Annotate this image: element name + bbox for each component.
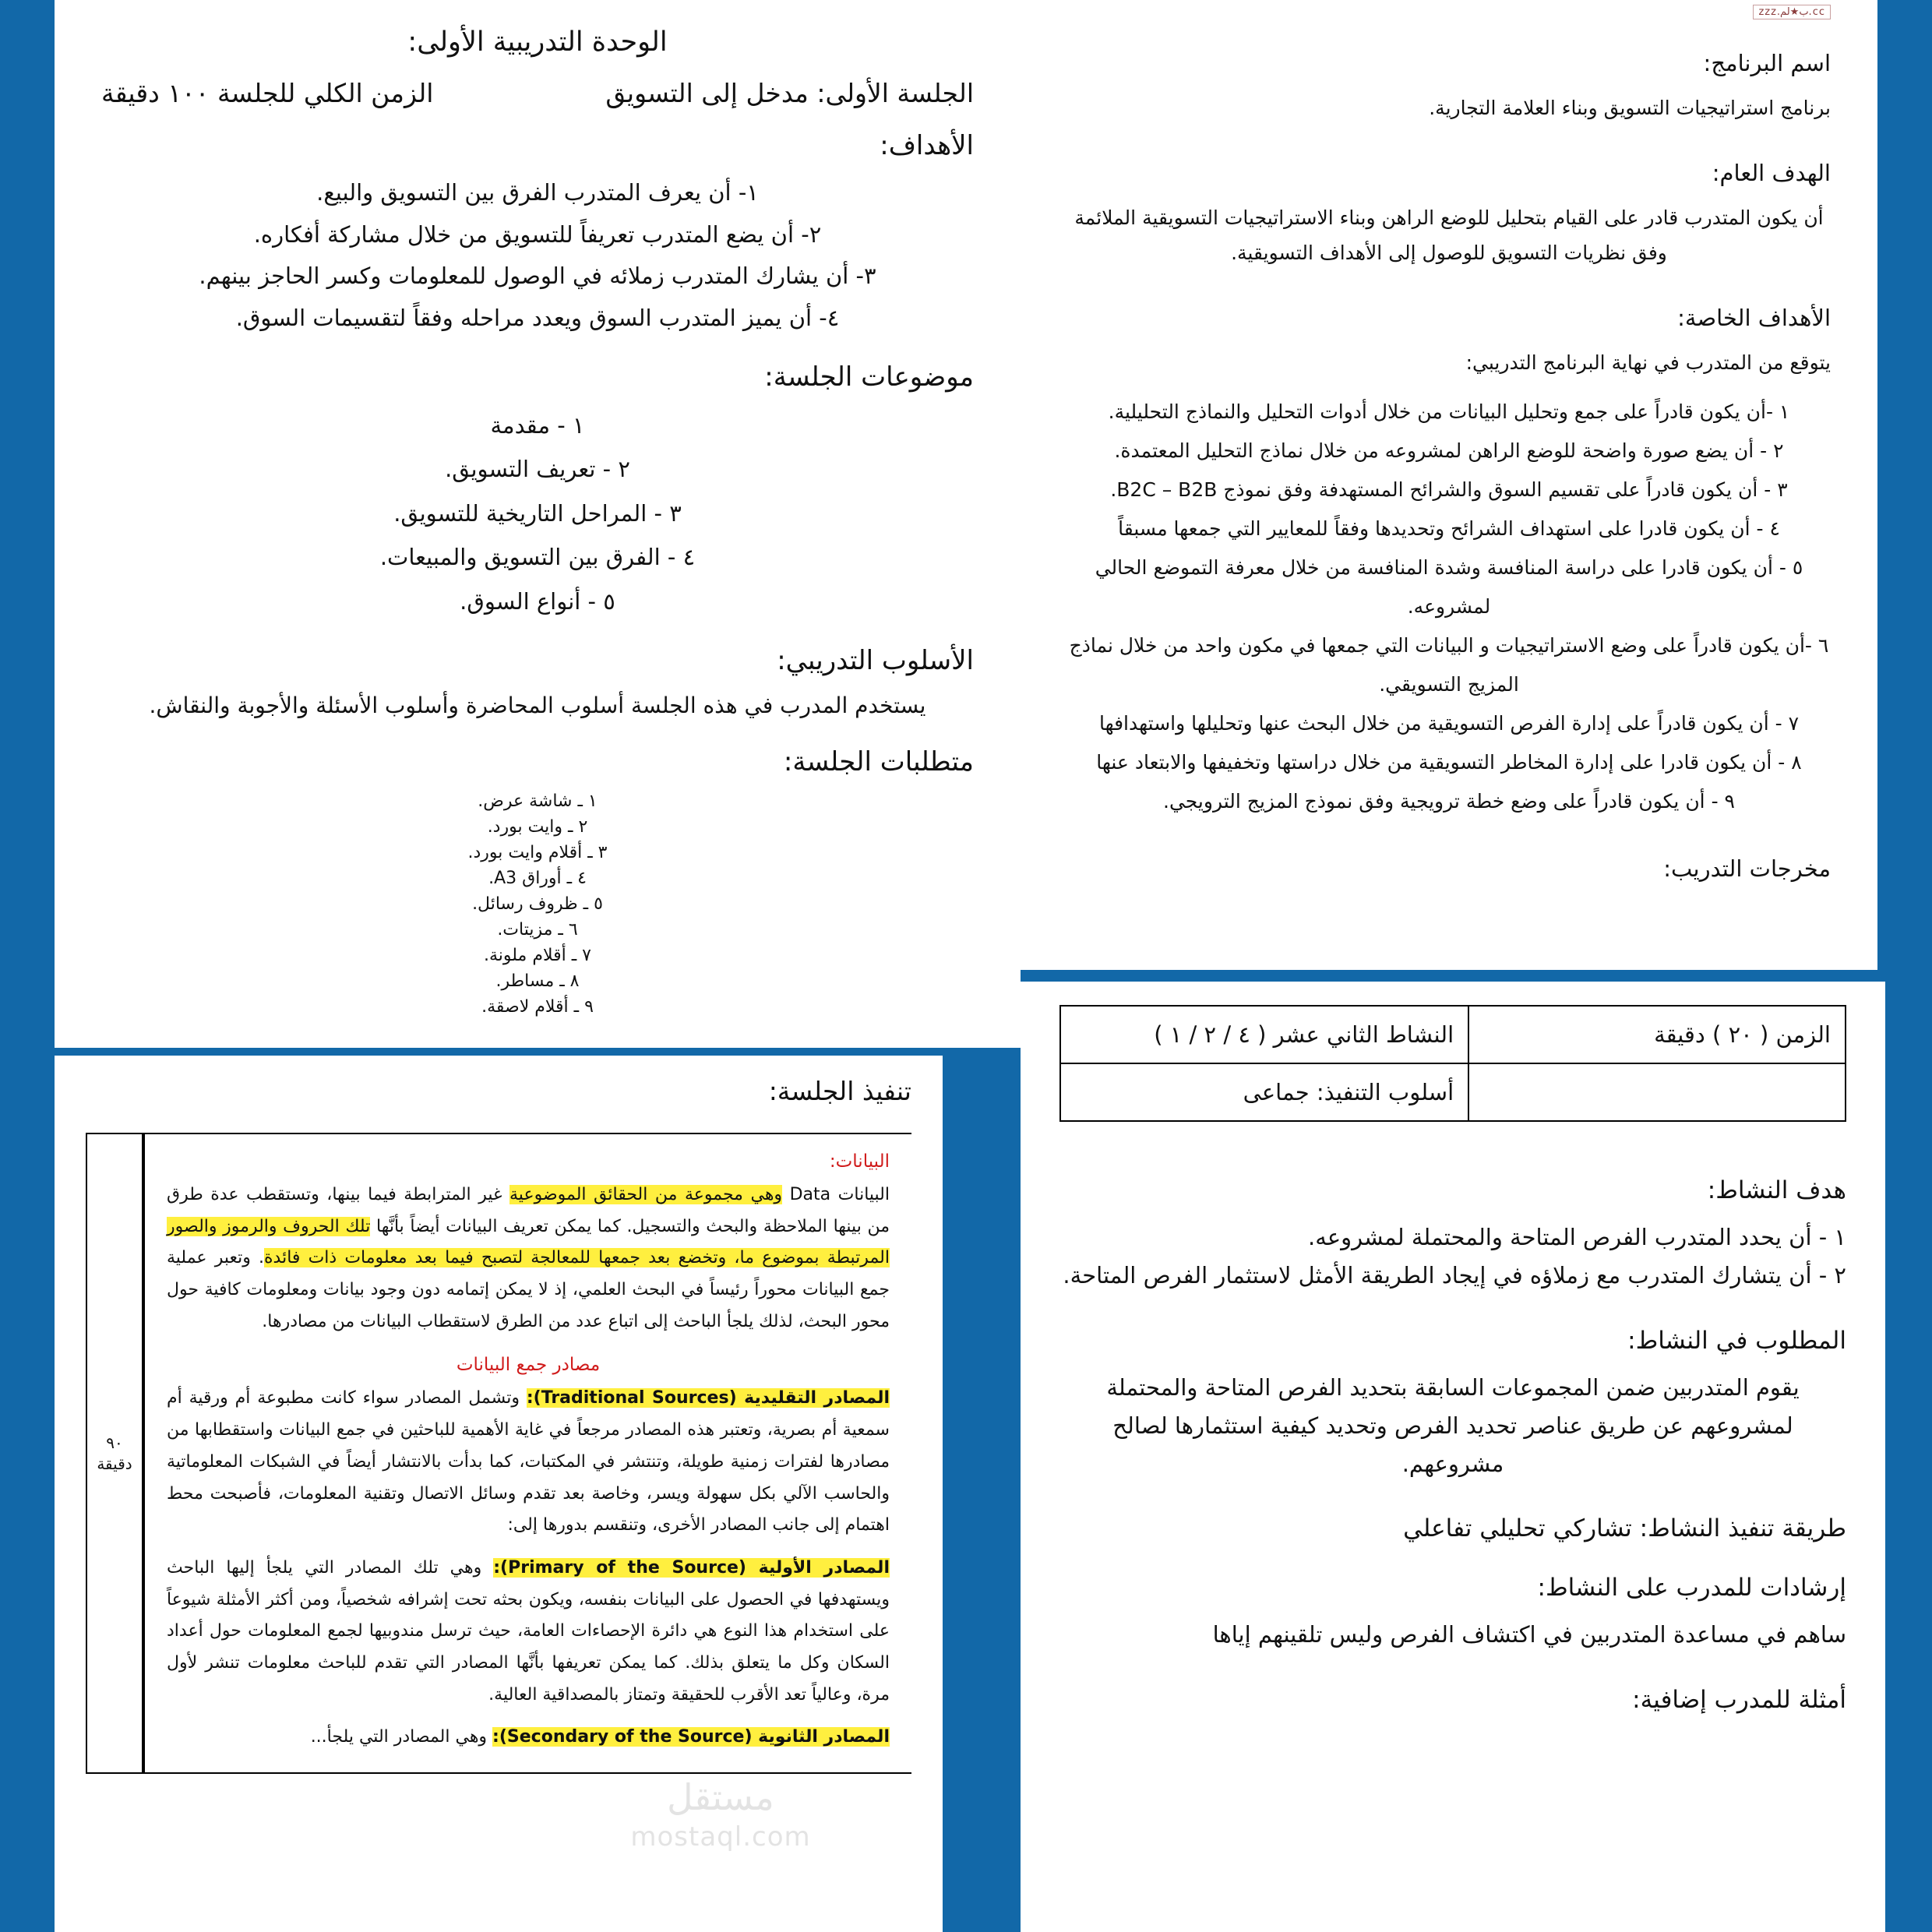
- trainer-guide-heading: إرشادات للمدرب على النشاط:: [1537, 1574, 1846, 1602]
- topics-list: [101, 404, 974, 624]
- objectives-heading: الأهداف:: [880, 130, 974, 161]
- data-par-a: البيانات Data: [782, 1185, 890, 1204]
- list-item: ٢- أن يضع المتدرب تعريفاً للتسويق من خلال مشاركة أفكاره.: [253, 220, 822, 248]
- primary-sources-text: وهي تلك المصادر التي يلجأ إليها الباحث ويستهدفها في الحصول على البيانات بنفسه، ويكون بحثه تحت إشرافه شخصياً، ومن أكثر الأمثلة شيوعاً على استخدام هذا النوع هي دائرة الإحصاءات العامة، حيث ترسل مندوبيها لجمع المعلومات حول أعداد السكان وكل ما يتعلق بذلك. كما يمكن تعريفها بأنَّها المصادر التي تقدم للباحث معلومات تنشر لأول مرة، وعالياً تعد الأقرب للحقيقة وتمتاز بالمصداقية العالية.: [167, 1557, 890, 1705]
- list-item: ١- أن يعرف المتدرب الفرق بين التسويق والبيع.: [316, 179, 759, 206]
- program-name-heading: اسم البرنامج:: [1703, 50, 1831, 76]
- list-item: ٣ ـ أقلام وايت بورد.: [467, 842, 608, 862]
- session-heading: تنفيذ الجلسة:: [768, 1076, 911, 1106]
- primary-sources-paragraph: [167, 1553, 890, 1711]
- unit-title: الوحدة التدريبية الأولى:: [407, 26, 668, 58]
- data-paragraph: [167, 1179, 890, 1338]
- special-goals-list: [1067, 393, 1831, 821]
- stamp-mark: cc.ب★لم.zzz: [1753, 5, 1831, 19]
- list-item: ٤ - أن يكون قادرا على استهداف الشرائح وتحديدها وفقاً للمعايير التي جمعها مسبقاً: [1118, 517, 1780, 540]
- secondary-sources-paragraph: [167, 1722, 890, 1754]
- activity-execution-label: طريقة تنفيذ النشاط:: [1639, 1514, 1846, 1543]
- extra-examples-heading: أمثلة للمدرب إضافية:: [1632, 1685, 1846, 1714]
- topics-heading: موضوعات الجلسة:: [764, 361, 974, 393]
- special-goals-heading: الأهداف الخاصة:: [1677, 305, 1831, 331]
- activity-required-heading: المطلوب في النشاط:: [1627, 1326, 1846, 1355]
- activity-method-cell: أسلوب التنفيذ: جماعى: [1060, 1063, 1468, 1121]
- traditional-sources-text: وتشمل المصادر سواء كانت مطبوعة أم ورقية أم سمعية أم بصرية، وتعتبر هذه المصادر مرجعاً في غاية الأهمية للباحثين في جمع البيانات واستقطابها من مصادرها لفترات زمنية طويلة، وتنتشر في المكتبات، كما بدأت بالانتشار أيضاً في الشبكات المعلوماتية والحاسب الآلي بكل سهولة ويسر، وخاصة بعد تقدم وسائل الاتصال وتقنية المعلومات، فأصبحت محط اهتمام إلى جانب المصادر الأخرى، وتنقسم بدورها إلى:: [167, 1388, 890, 1535]
- data-par-c: . وتعبر عملية جمع البيانات محوراً رئيساً في البحث العلمي، إذ لا يمكن إتمامه دون وجود بيانات ومعلومات كافية حول محور البحث، لذلك يلجأ الباحث إلى اتباع عدد من الطرق لاستقطاب البيانات من مصادرها.: [167, 1248, 890, 1331]
- general-goal-text: أن يكون المتدرب قادر على القيام بتحليل للوضع الراهن وبناء الاستراتيجيات التسويقية الملائمة وفق نظريات التسويق للوصول إلى الأهداف التسويقية.: [1074, 206, 1824, 264]
- method-text: يستخدم المدرب في هذه الجلسة أسلوب المحاضرة وأسلوب الأسئلة والأجوبة والنقاش.: [149, 693, 926, 719]
- session-frame: [86, 1133, 911, 1774]
- list-item: ٣ - أن يكون قادراً على تقسيم السوق والشرائح المستهدفة وفق نموذج B2C – B2B.: [1110, 478, 1788, 501]
- general-goal-heading: الهدف العام:: [1712, 160, 1831, 186]
- special-goals-intro: يتوقع من المتدرب في نهاية البرنامج التدريبي:: [1465, 351, 1831, 374]
- table-row: [1060, 1006, 1846, 1063]
- list-item: ٨ ـ مساطر.: [495, 971, 580, 991]
- session-content: [143, 1133, 911, 1774]
- list-item: ٦ ـ مزيتات.: [497, 919, 578, 940]
- requirements-heading: متطلبات الجلسة:: [783, 746, 974, 777]
- data-label: البيانات:: [829, 1151, 890, 1172]
- activity-execution-row: [1059, 1514, 1846, 1542]
- activity-title-cell: النشاط الثاني عشر ( ٤ / ٢ / ١ ): [1060, 1006, 1468, 1063]
- list-item: ٣ - المراحل التاريخية للتسويق.: [393, 499, 682, 527]
- data-par-b: غير المترابطة فيما بينها، وتستقطب عدة طرق من بينها الملاحظة والبحث والتسجيل. كما يمكن تعريف البيانات أيضاً بأنَّها: [167, 1185, 890, 1236]
- objectives-list: [101, 172, 974, 340]
- activity-empty-cell: [1468, 1063, 1846, 1121]
- list-item: ١ - مقدمة: [490, 411, 585, 439]
- list-item: ٩ - أن يكون قادراً على وضع خطة ترويجية وفق نموذج المزيج الترويجي.: [1163, 790, 1735, 813]
- program-page: [1021, 0, 1877, 970]
- unit-page: [55, 0, 1021, 1048]
- method-heading: الأسلوب التدريبي:: [777, 645, 974, 677]
- list-item: ٢ - تعريف التسويق.: [445, 456, 630, 483]
- traditional-sources-paragraph: [167, 1383, 890, 1541]
- program-name-text: برنامج استراتيجيات التسويق وبناء العلامة التجارية.: [1429, 97, 1831, 119]
- list-item: ١ -أن يكون قادراً على جمع وتحليل البيانات من خلال أدوات التحليل والنماذج التحليلية.: [1108, 400, 1790, 423]
- activity-execution-value: تشاركي تحليلي تفاعلي: [1403, 1514, 1632, 1543]
- list-item: ٧ ـ أقلام ملونة.: [484, 945, 591, 965]
- watermark-arabic: مستقل: [667, 1776, 774, 1818]
- outcomes-heading: مخرجات التدريب:: [1663, 855, 1831, 882]
- trainer-guide-text: ساهم في مساعدة المتدربين في اكتشاف الفرص وليس تلقينهم إياها: [1212, 1621, 1846, 1648]
- list-item: ٢ - أن يتشارك المتدرب مع زملاؤه في إيجاد الطريقة الأمثل لاستثمار الفرص المتاحة.: [1063, 1262, 1846, 1289]
- table-row: [1060, 1063, 1846, 1121]
- list-item: ١ - أن يحدد المتدرب الفرص المتاحة والمحتملة لمشروعه.: [1308, 1224, 1846, 1250]
- activity-goal-heading: هدف النشاط:: [1707, 1176, 1846, 1204]
- data-par-hl2: تلك الحروف والرموز والصور المرتبطة بموضوع ما، وتخضع بعد جمعها للمعالجة لتصبح فيما بعد معلومات ذات فائدة: [167, 1216, 890, 1268]
- primary-sources-label: المصادر الأولية (Primary of the Source):: [493, 1557, 890, 1578]
- list-item: ٥ - أن يكون قادرا على دراسة المنافسة وشدة المنافسة من خلال معرفة التموضع الحالي لمشروعه.: [1095, 556, 1803, 618]
- session-time-row: [101, 78, 974, 108]
- activity-table: [1059, 1005, 1846, 1122]
- list-item: ٧ - أن يكون قادراً على إدارة الفرص التسويقية من خلال البحث عنها وتحليلها واستهدافها: [1098, 712, 1800, 735]
- activity-required-text: يقوم المتدربين ضمن المجموعات السابقة بتحديد الفرص المتاحة والمحتملة لمشروعهم عن طريق عناصر تحديد الفرص وتحديد كيفية استثمارها لصالح مشروعهم.: [1106, 1373, 1800, 1478]
- list-item: ٤ ـ أوراق A3.: [488, 868, 587, 888]
- requirements-list: [101, 788, 974, 1020]
- list-item: ٢ ـ وايت بورد.: [487, 816, 588, 837]
- activity-page: [1021, 982, 1885, 1932]
- session-label: الجلسة الأولى: مدخل إلى التسويق: [605, 78, 974, 108]
- list-item: ٤ - الفرق بين التسويق والمبيعات.: [379, 544, 696, 571]
- activity-goals-list: [1059, 1218, 1846, 1296]
- list-item: ٣- أن يشارك المتدرب زملائه في الوصول للمعلومات وكسر الحاجز بينهم.: [199, 263, 876, 290]
- total-time-label: الزمن الكلي للجلسة ١٠٠ دقيقة: [101, 78, 434, 108]
- data-par-hl1: وهي مجموعة من الحقائق الموضوعية: [509, 1185, 783, 1204]
- session-page: [55, 1056, 943, 1932]
- list-item: ٩ ـ أقلام لاصقة.: [481, 996, 594, 1017]
- watermark-english: mostaql.com: [630, 1821, 811, 1853]
- list-item: ٥ - أنواع السوق.: [460, 587, 615, 615]
- list-item: ١ ـ شاشة عرض.: [478, 791, 598, 811]
- list-item: ٦ -أن يكون قادراً على وضع الاستراتيجيات و البيانات التي جمعها في مكون واحد من خلال نماذج المزيج التسويقي.: [1069, 634, 1829, 696]
- secondary-sources-label: المصادر الثانوية (Secondary of the Source):: [492, 1727, 890, 1747]
- list-item: ٥ ـ ظروف رسائل.: [472, 894, 603, 914]
- traditional-sources-label: المصادر التقليدية (Traditional Sources):: [526, 1388, 890, 1408]
- session-time-cell: [86, 1133, 143, 1774]
- activity-time-cell: الزمن ( ٢٠ ) دقيقة: [1468, 1006, 1846, 1063]
- session-time-value: ٩٠ دقيقة: [97, 1433, 132, 1473]
- secondary-sources-text: وهي المصادر التي يلجأ...: [310, 1727, 493, 1747]
- list-item: ٤- أن يميز المتدرب السوق ويعدد مراحله وفقاً لتقسيمات السوق.: [235, 304, 840, 331]
- list-item: ٢ - أن يضع صورة واضحة للوضع الراهن لمشروعه من خلال نماذج التحليل المعتمدة.: [1114, 439, 1784, 462]
- sources-heading: مصادر جمع البيانات: [456, 1355, 601, 1376]
- list-item: ٨ - أن يكون قادرا على إدارة المخاطر التسويقية من خلال دراستها وتخفيفها والابتعاد عنها: [1096, 751, 1802, 774]
